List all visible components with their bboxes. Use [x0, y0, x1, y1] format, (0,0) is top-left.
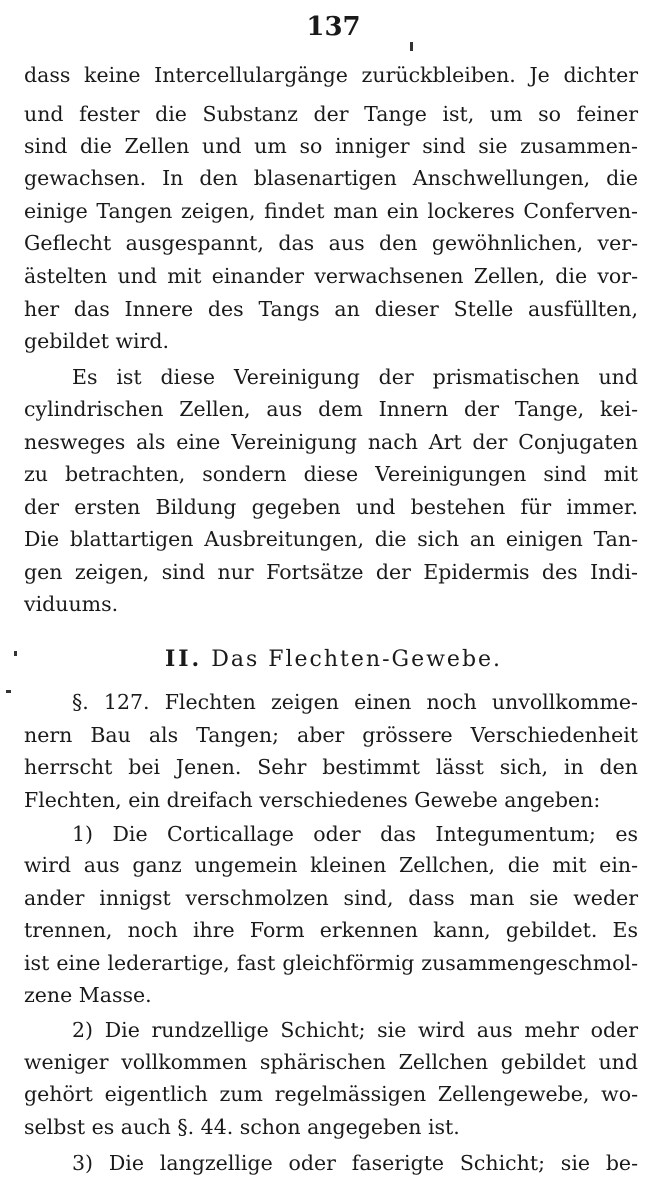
text-line: zu betrachten, sondern diese Vereinigungen sind mit [24, 462, 638, 486]
text-line: gen zeigen, sind nur Fortsätze der Epidermis des Indi- [24, 560, 638, 584]
section-heading [0, 646, 667, 672]
text-line: zene Masse. [24, 983, 152, 1007]
text-line: gebildet wird. [24, 329, 170, 353]
page-number: 137 [306, 12, 361, 42]
text-line: 1) Die Corticallage oder das Integumentum; es [72, 822, 638, 846]
text-line: Es ist diese Vereinigung der prismatischen und [72, 365, 638, 389]
text-line: nern Bau als Tangen; aber grössere Verschiedenheit [24, 723, 638, 747]
text-line: viduums. [24, 592, 119, 616]
text-line: ist eine lederartige, fast gleichförmig zusammengeschmol- [24, 951, 638, 975]
text-line: nesweges als eine Vereinigung nach Art der Conjugaten [24, 430, 638, 454]
text-line: ästelten und mit einander verwachsenen Zellen, die vor- [24, 264, 638, 288]
text-line: Die blattartigen Ausbreitungen, die sich an einigen Tan- [24, 527, 638, 551]
text-line: weniger vollkommen sphärischen Zellchen gebildet und [24, 1050, 638, 1074]
text-line: gehört eigentlich zum regelmässigen Zellengewebe, wo- [24, 1082, 638, 1106]
section-number: II. [164, 646, 203, 672]
text-line: gewachsen. In den blasenartigen Anschwellungen, die [24, 166, 638, 190]
text-line: ander innigst verschmolzen sind, dass man sie weder [24, 886, 638, 910]
text-line: dass keine Intercellulargänge zurückbleiben. Je dichter [24, 63, 638, 87]
text-line: 3) Die langzellige oder faserigte Schicht; sie be- [72, 1151, 638, 1175]
text-line: sind die Zellen und um so inniger sind sie zusammen- [24, 134, 638, 158]
text-line: der ersten Bildung gegeben und bestehen für immer. [24, 495, 638, 519]
text-line: einige Tangen zeigen, findet man ein lockeres Conferven- [24, 199, 638, 223]
ink-speck [6, 690, 11, 693]
text-line: wird aus ganz ungemein kleinen Zellchen, die mit ein- [24, 853, 638, 877]
text-line: herrscht bei Jenen. Sehr bestimmt lässt sich, in den [24, 755, 638, 779]
text-line: 2) Die rundzellige Schicht; sie wird aus mehr oder [72, 1018, 638, 1042]
ink-speck [410, 42, 413, 51]
text-line: und fester die Substanz der Tange ist, um so feiner [24, 102, 638, 126]
text-line: cylindrischen Zellen, aus dem Innern der Tange, kei- [24, 397, 638, 421]
text-line: Geflecht ausgespannt, das aus den gewöhnlichen, ver- [24, 231, 638, 255]
text-line: trennen, noch ihre Form erkennen kann, gebildet. Es [24, 918, 638, 942]
text-line: §. 127. Flechten zeigen einen noch unvollkomme- [72, 690, 638, 714]
section-title: Das Flechten-Gewebe. [211, 647, 503, 672]
text-line: selbst es auch §. 44. schon angegeben ist. [24, 1115, 460, 1139]
text-line: Flechten, ein dreifach verschiedenes Gewebe angeben: [24, 788, 601, 812]
text-line: her das Innere des Tangs an dieser Stelle ausfüllten, [24, 297, 638, 321]
